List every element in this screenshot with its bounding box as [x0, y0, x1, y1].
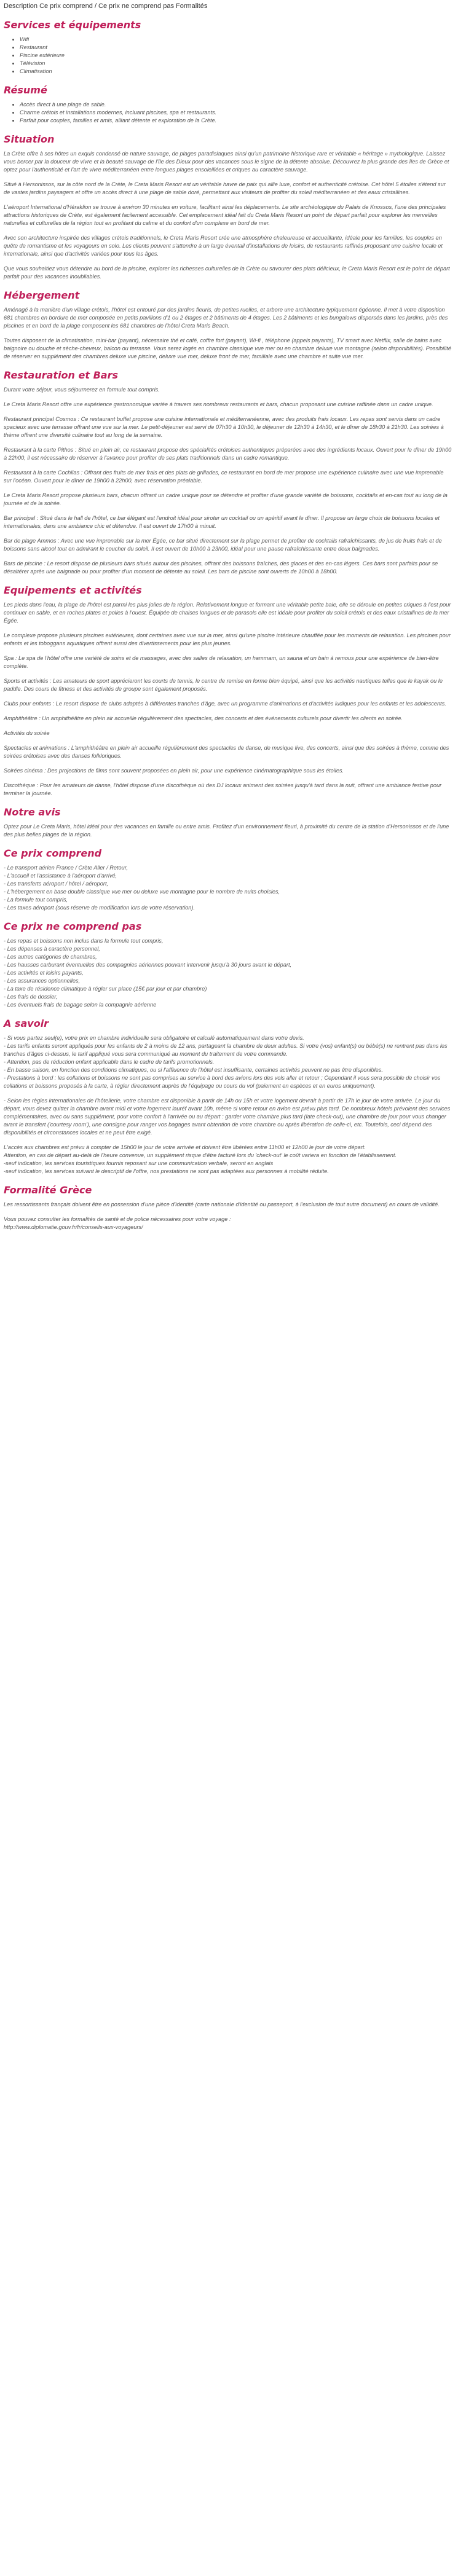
line-item: - Les taxes aéroport (sous réserve de modification lors de votre réservation).	[4, 905, 195, 911]
paragraph: Le Creta Maris Resort offre une expérience gastronomique variée à travers ses nombreux restaurants et bars, chacun proposant une cuisine raffinée dans un cadre unique.	[4, 401, 433, 407]
line-item: - L'hébergement en base double classique vue mer ou deluxe vue montagne pour le nombre de nuits choisies,	[4, 889, 280, 895]
paragraph: La Crète offre à ses hôtes un exquis condensé de nature sauvage, de plages paradisiaques ainsi qu'un patrimoine historique rare et véritable « héritage » mythologique. Laissez vous bercer par la douceur de vivre et la beauté sauvage de l'île des Dieux pour des vacances sous le signe de la détente absolue. Découvrez la plus grande des îles de Grèce et optez pour l'authenticité et l'art de vivre méditerranéen entre longues plages ensoleillées et criques au caractère sauvage.	[4, 151, 449, 173]
paragraph: Le Creta Maris Resort propose plusieurs bars, chacun offrant un cadre unique pour se détendre et profiter d'une grande variété de boissons, cocktails et en-cas tout au long de la journée et de la soirée.	[4, 492, 448, 506]
ce-prix-comprend-section	[4, 847, 452, 912]
line-item: - Les hausses carburant éventuelles des compagnies aériennes pouvant intervenir jusqu'à 30 jours avant le départ,	[4, 962, 292, 968]
page	[0, 0, 456, 1244]
ce-prix-ne-comprend-pas-list	[4, 937, 452, 1009]
list-item: • Piscine extérieure	[20, 52, 452, 60]
paragraph: - Si vous partez seul(e), votre prix en chambre individuelle sera obligatoire et calculé automatiquement dans votre devis. - Les tarifs enfants seront appliqués pour les enfants de 2 à moins de 12 ans, partageant la chambre de deux adultes. Si votre (vos) enfant(s) ou bébé(s) ne rentrent pas dans les tranches d'âges ci-dessus, le tarif appliqué vous sera communiqué au moment du traitement de votre commande. - Attention, pas de réduction enfant applicable dans le cadre de tarifs promotionnels. - En basse saison, en fonction des conditions climatiques, ou si l'affluence de l'hôtel est insuffisante, certaines activités peuvent ne pas être disponibles. - Prestations à bord : les collations et boissons ne sont pas comprises au service à bord des avions lors des vols aller et retour ; Cependant il vous sera possible de choisir vos collations et boissons proposés à la carte, à régler directement auprès de l'équipage ou cours du vol (paiement en espèces et en euros uniquement).	[4, 1035, 448, 1089]
item-lines	[4, 937, 452, 1009]
paragraph: Bar de plage Ammos : Avec une vue imprenable sur la mer Égée, ce bar situé directement sur la plage permet de profiter de cocktails rafraîchissants, de jus de fruits frais et de boissons sans alcool tout en admirant le coucher du soleil. Il est ouvert de 10h00 à 23h00, idéal pour une pause rafraîchissante entre deux baignades.	[4, 538, 442, 552]
a-savoir-title: A savoir	[4, 1018, 49, 1029]
resume-title: Résumé	[4, 84, 47, 96]
paragraph: Bar principal : Situé dans le hall de l'hôtel, ce bar élégant est l'endroit idéal pour siroter un cocktail ou un apéritif avant le dîner. Il propose un large choix de boissons locales et internationales, dans une ambiance chic et détendue. Il est ouvert de 17h00 à minuit.	[4, 515, 440, 529]
list-item: • Climatisation	[20, 68, 452, 76]
paragraph: Soirées cinéma : Des projections de films sont souvent proposées en plein air, pour une expérience cinématographique sous les étoiles.	[4, 768, 344, 774]
restauration-title: Restauration et Bars	[4, 369, 118, 381]
paragraph: Vous pouvez consulter les formalités de santé et de police nécessaires pour votre voyage : http://www.diplomatie.gouv.fr/fr/conseils-aux-voyageurs/	[4, 1216, 231, 1230]
services-section	[4, 19, 452, 76]
list-item: • Restaurant	[20, 44, 452, 52]
notre-avis-body	[4, 823, 452, 839]
paragraph: Amphithéâtre : Un amphithéâtre en plein air accueille régulièrement des spectacles, des concerts et des événements culturels pour divertir les clients en soirée.	[4, 715, 403, 721]
paragraph: Spa : Le spa de l'hôtel offre une variété de soins et de massages, avec des salles de relaxation, un hammam, un sauna et un bain à remous pour une expérience de bien-être complète.	[4, 655, 439, 669]
list-item: • Wifi	[20, 36, 452, 44]
list-item: • Accès direct à une plage de sable.	[20, 101, 452, 109]
paragraph: Bars de piscine : Le resort dispose de plusieurs bars situés autour des piscines, offrant des boissons fraîches, des glaces et des en-cas légers. Ces bars sont parfaits pour se désaltérer après une baignade ou pour profiter d'un moment de détente au soleil. Les bars de piscine sont ouverts de 10h00 à 18h00.	[4, 560, 438, 575]
a-savoir-section	[4, 1018, 452, 1176]
list-item: • Charme crétois et installations modernes, incluant piscines, spa et restaurants.	[20, 109, 452, 117]
line-item: - Les assurances optionnelles,	[4, 978, 81, 984]
paragraph: Aménagé à la manière d'un village crétois, l'hôtel est entouré par des jardins fleuris, de petites ruelles, et arbore une architecture typiquement égéenne. Il met à votre disposition 681 chambres en bordure de mer composée en petits pavillons d'1 ou 2 étages et 2 bâtiments de 4 étages. Les 2 bâtiments et les bungalows dispersés dans les jardins, près des piscines et en bord de la plage composent les 681 chambres de l'hôtel Creta Maris Beach.	[4, 307, 448, 329]
paragraph: Le complexe propose plusieurs piscines extérieures, dont certaines avec vue sur la mer, ainsi qu'une piscine intérieure chauffée pour les moments de relaxation. Les piscines pour enfants et les toboggans aquatiques offrent aussi des divertissements pour les plus jeunes.	[4, 632, 451, 646]
formalite-title: Formalité Grèce	[4, 1184, 92, 1196]
services-list	[4, 36, 452, 76]
list-item: • Parfait pour couples, familles et amis, alliant détente et exploration de la Crète.	[20, 117, 452, 125]
item-lines	[4, 864, 452, 912]
line-item: - Les frais de dossier,	[4, 994, 58, 1000]
paragraph: Situé à Hersonissos, sur la côte nord de la Crète, le Creta Maris Resort est un véritable havre de paix qui allie luxe, confort et authenticité crétoise. Cet hôtel 5 étoiles s'étend sur de vastes jardins paysagers et offre un accès direct à une plage de sable doré, permettant aux visiteurs de profiter du soleil méditerranéen et des eaux cristallines.	[4, 181, 446, 195]
hebergement-body	[4, 306, 452, 361]
line-item: - Le transport aérien France / Crète Aller / Retour,	[4, 865, 128, 871]
situation-section	[4, 133, 452, 281]
paragraph: Restaurant à la carte Pithos : Situé en plein air, ce restaurant propose des spécialités crétoises authentiques préparées avec des ingrédients locaux. Ouvert pour le dîner de 19h00 à 22h00, il est nécessaire de réserver à l'avance pour profiter de ses plats traditionnels dans un cadre romantique.	[4, 447, 452, 461]
list-item: • Télévision	[20, 60, 452, 68]
paragraph: Toutes disposent de la climatisation, mini-bar (payant), nécessaire thé et café, coffre fort (payant), Wi-fi , téléphone (appels payants), TV smart avec Netflix, salle de bains avec baignoire ou douche et sèche-cheveux, balcon ou terrasse. Vous serez logés en chambre classique vue mer ou en chambre deluxe vue montagne (selon disponibilités). Possibilité de réserver en supplément des chambres deluxe vue piscine, deluxe vue mer, deluxe front de mer, familiale avec une chambre et suite vue mer.	[4, 337, 451, 359]
restauration-body	[4, 386, 452, 576]
equipements-section	[4, 584, 452, 798]
paragraph: Discothèque : Pour les amateurs de danse, l'hôtel dispose d'une discothèque où des DJ locaux animent des soirées jusqu'à tard dans la nuit, offrant une ambiance festive pour terminer la journée.	[4, 782, 442, 796]
resume-section	[4, 84, 452, 125]
notre-avis-section	[4, 806, 452, 839]
notre-avis-title: Notre avis	[4, 806, 61, 818]
equipements-title: Equipements et activités	[4, 584, 142, 596]
paragraph: L'accès aux chambres est prévu à compter de 15h00 le jour de votre arrivée et doivent être libérées entre 11h00 et 12h00 le jour de votre départ. Attention, en cas de départ au-delà de l'heure convenue, un supplément risque d'être facturé lors du 'check-out' le coût variera en fonction de l'établissement. -seuf indication, les services touristiques fournis reposant sur une communication verbale, seront en anglais -seuf indication, les services suivant le descriptif de l'offre, nos prestations ne sont pas adaptées aux personnes à mobilité réduite.	[4, 1144, 397, 1174]
line-item: - Les transferts aéroport / hôtel / aéroport,	[4, 881, 109, 887]
line-item: - Les dépenses à caractère personnel,	[4, 946, 100, 952]
ce-prix-ne-comprend-pas-title: Ce prix ne comprend pas	[4, 921, 142, 932]
situation-title: Situation	[4, 133, 55, 145]
services-title: Services et équipements	[4, 19, 141, 31]
paragraph: Avec son architecture inspirée des villages crétois traditionnels, le Creta Maris Resort crée une atmosphère chaleureuse et accueillante, idéale pour les familles, les couples en quête de romantisme et les voyageurs en solo. Les clients peuvent s'attendre à un large éventail d'installations de loisirs, de restaurants raffinés proposant une cuisine locale et internationale, ainsi que d'activités variées pour tous les âges.	[4, 235, 443, 257]
paragraph: Sports et activités : Les amateurs de sport apprécieront les courts de tennis, le centre de remise en forme bien équipé, ainsi que les activités nautiques telles que le kayak ou le paddle. Des cours de fitness et des activités de groupe sont également proposés.	[4, 678, 443, 692]
line-item: - La formule tout compris,	[4, 897, 68, 903]
paragraph: Activités du soirée	[4, 730, 50, 736]
equipements-body	[4, 601, 452, 798]
paragraph: Clubs pour enfants : Le resort dispose de clubs adaptés à différentes tranches d'âge, avec un programme d'animations et d'activités ludiques pour les enfants et les adolescents.	[4, 701, 446, 707]
paragraph: Restaurant principal Cosmos : Ce restaurant buffet propose une cuisine internationale et méditerranéenne, avec des produits frais locaux. Les repas sont servis dans un cadre spacieux avec une terrasse offrant une vue sur la mer. Le petit-déjeuner est servi de 07h30 à 10h30, le déjeuner de 12h30 à 14h30, et le dîner de 18h30 à 21h30. Les soirées à thème offrent une diversité culinaire tout au long de la semaine.	[4, 416, 444, 438]
ce-prix-comprend-title: Ce prix comprend	[4, 847, 102, 859]
situation-body	[4, 150, 452, 281]
resume-list	[4, 101, 452, 125]
paragraph: - Selon les règles internationales de l'hôtellerie, votre chambre est disponible à partir de 14h ou 15h et votre logement devrait à partir de 17h le jour de votre arrivée. Le jour du départ, vous devez quitter la chambre avant midi et votre logement lauréf avant 10h, même si votre retour en avion est prévu plus tard. De nombreux hôtels prévoient des services complémentaires, avec ou sans supplément, pour votre confort à l'arrivée ou au départ : garder votre chambre plus tard (late check-out), une chambre de jour pour vous changer avant le transfert ('courtesy room'), une consigne pour ranger vos bagages avant obtention de votre chambre ou après libération de celle-ci, etc. Toutefois, ceci dépend des disponibilités et circonstances locales et ne peut être exigé.	[4, 1098, 451, 1136]
formalite-section	[4, 1184, 452, 1231]
line-item: - Les autres catégories de chambres,	[4, 954, 97, 960]
restauration-section	[4, 369, 452, 576]
paragraph: Les ressortissants français doivent être en possession d'une pièce d'identité (carte nationale d'identité ou passeport, à l'exclusion de tout autre document) en cours de validité.	[4, 1201, 440, 1208]
paragraph: Restaurant à la carte Cochlias : Offrant des fruits de mer frais et des plats de grillades, ce restaurant en bord de mer propose une expérience culinaire avec une vue imprenable sur l'océan. Ouvert pour le dîner de 19h00 à 22h00, avec réservation préalable.	[4, 469, 444, 484]
hebergement-section	[4, 289, 452, 361]
paragraph: Les pieds dans l'eau, la plage de l'hôtel est parmi les plus jolies de la région. Relativement longue et formant une véritable petite baie, elle se déroule en petites criques à l'est pour continuer en sable, et en roches plates et polies à l'ouest. Équipée de chaises longues et de parasols elle est idéale pour profiter du soleil crétois et des eaux cristallines de la mer Égée.	[4, 602, 451, 624]
line-item: - Les repas et boissons non inclus dans la formule tout compris,	[4, 938, 164, 944]
paragraph: Durant votre séjour, vous séjournerez en formule tout compris.	[4, 387, 160, 393]
line-item: - L'accueil et l'assistance à l'aéroport d'arrivé,	[4, 873, 117, 879]
top-line: Description Ce prix comprend / Ce prix ne comprend pas Formalités	[4, 2, 208, 10]
line-item: - La taxe de résidence climatique à régler sur place (15€ par jour et par chambre)	[4, 986, 207, 992]
ce-prix-comprend-list	[4, 864, 452, 912]
hebergement-title: Hébergement	[4, 289, 80, 301]
line-item: - Les éventuels frais de bagage selon la compagnie aérienne	[4, 1002, 157, 1008]
paragraph: Spectacles et animations : L'amphithéâtre en plein air accueille régulièrement des spectacles de danse, de musique live, des concerts, ainsi que des soirées à thème, comme des soirées crétoises avec des danses folkloriques.	[4, 745, 449, 759]
ce-prix-ne-comprend-pas-section	[4, 921, 452, 1009]
line-item: - Les activités et loisirs payants,	[4, 970, 84, 976]
paragraph: Que vous souhaitiez vous détendre au bord de la piscine, explorer les richesses culturelles de la Crète ou savourer des plats délicieux, le Creta Maris Resort est le point de départ parfait pour des vacances inoubliables.	[4, 265, 450, 280]
paragraph: L'aéroport International d'Héraklion se trouve à environ 30 minutes en voiture, facilitant ainsi les déplacements. Le site archéologique du Palais de Knossos, l'une des principales attractions historiques de Crète, est également facilement accessible. Cet emplacement idéal fait du Creta Maris Resort un point de départ parfait pour explorer les merveilles naturelles et culturelles de la région tout en profitant du calme et du confort d'un complexe en bord de mer.	[4, 204, 446, 226]
a-savoir-body	[4, 1034, 452, 1176]
paragraph: Optez pour Le Creta Maris, hôtel idéal pour des vacances en famille ou entre amis. Profitez d'un environnement fleuri, à proximité du centre de la station d'Hersonissos et de l'une des plus belles plages de la région.	[4, 823, 449, 838]
formalite-body	[4, 1201, 452, 1231]
